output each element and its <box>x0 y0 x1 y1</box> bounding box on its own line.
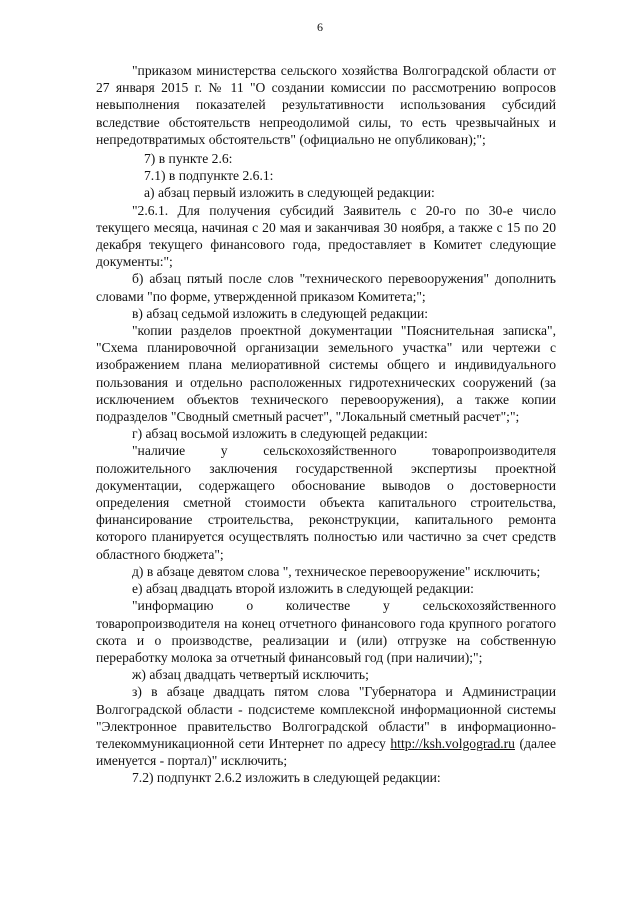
paragraph-item-z-tail: (далее именуется - портал)" исключить; <box>96 735 556 769</box>
paragraph-item-z-text: з) в абзаце двадцать пятом слова "Губернатора и Администрации Волгоградской области - подсистеме комплексной информационной системы "Электронное правительство Волгоградской области" в информационно-телекоммуникационной сети Интернет по адресу <box>96 684 556 751</box>
paragraph-item-a: а) абзац первый изложить в следующей редакции: <box>144 185 435 201</box>
paragraph-item-7: 7) в пункте 2.6: <box>144 151 233 167</box>
paragraph-design-docs: "копии разделов проектной документации "Пояснительная записка", "Схема планировочной организации земельного участка" или чертежи с изображением плана мелиоративной системы общего и индивидуального пользования и отдельно расположенных гидротехнических сооружений (за исключением объектов технического перевооружения), а также копии подразделов "Сводный сметный расчет", "Локальный сметный расчет";"; <box>96 323 556 425</box>
paragraph-item-b: б) абзац пятый после слов "технического перевооружения" дополнить словами "по форме, утвержденной приказом Комитета;"; <box>96 271 556 304</box>
paragraph-item-g: г) абзац восьмой изложить в следующей редакции: <box>132 426 428 442</box>
paragraph-item-e: е) абзац двадцать второй изложить в следующей редакции: <box>132 581 474 597</box>
paragraph-item-d: д) в абзаце девятом слова ", техническое перевооружение" исключить; <box>132 563 541 579</box>
paragraph-item-7-2: 7.2) подпункт 2.6.2 изложить в следующей редакции: <box>132 770 441 786</box>
portal-link[interactable]: http://ksh.volgograd.ru <box>390 735 515 751</box>
paragraph-item-v: в) абзац седьмой изложить в следующей редакции: <box>132 305 429 321</box>
paragraph-2-6-1-text: "2.6.1. Для получения субсидий Заявитель с 20-го по 30-е число текущего месяца, начиная с 20 мая и заканчивая 30 ноября, а также с 15 по 20 декабря текущего финансового года, предоставляет в Комитет следующие документы:"; <box>96 202 556 270</box>
document-body <box>96 62 556 787</box>
page-number: 6 <box>317 20 323 34</box>
paragraph-expertise: "наличие у сельскохозяйственного товаропроизводителя положительного заключения государственной экспертизы проектной документации, содержащего обоснование выводов о достоверности определения сметной стоимости объекта капитального строительства, финансирование строительства, реконструкции, капитального ремонта которого планируется осуществлять полностью или частично за счет средств областного бюджета"; <box>96 443 556 562</box>
paragraph-order-reference: "приказом министерства сельского хозяйства Волгоградской области от 27 января 2015 г. № 11 "О создании комиссии по рассмотрению вопросов невыполнения показателей результативности использования субсидий вследствие обстоятельств непреодолимой силы, то есть чрезвычайных и непредотвратимых обстоятельств" (официально не опубликован);"; <box>96 63 556 147</box>
paragraph-item-zh: ж) абзац двадцать четвертый исключить; <box>132 667 369 683</box>
paragraph-livestock-info: "информацию о количестве у сельскохозяйственного товаропроизводителя на конец отчетного финансового года крупного рогатого скота и о производстве, реализации и (или) отгрузке на собственную переработку молока за отчетный финансовый год (при наличии);"; <box>96 598 556 665</box>
paragraph-item-7-1: 7.1) в подпункте 2.6.1: <box>144 168 274 184</box>
paragraph-item-z <box>96 683 556 769</box>
